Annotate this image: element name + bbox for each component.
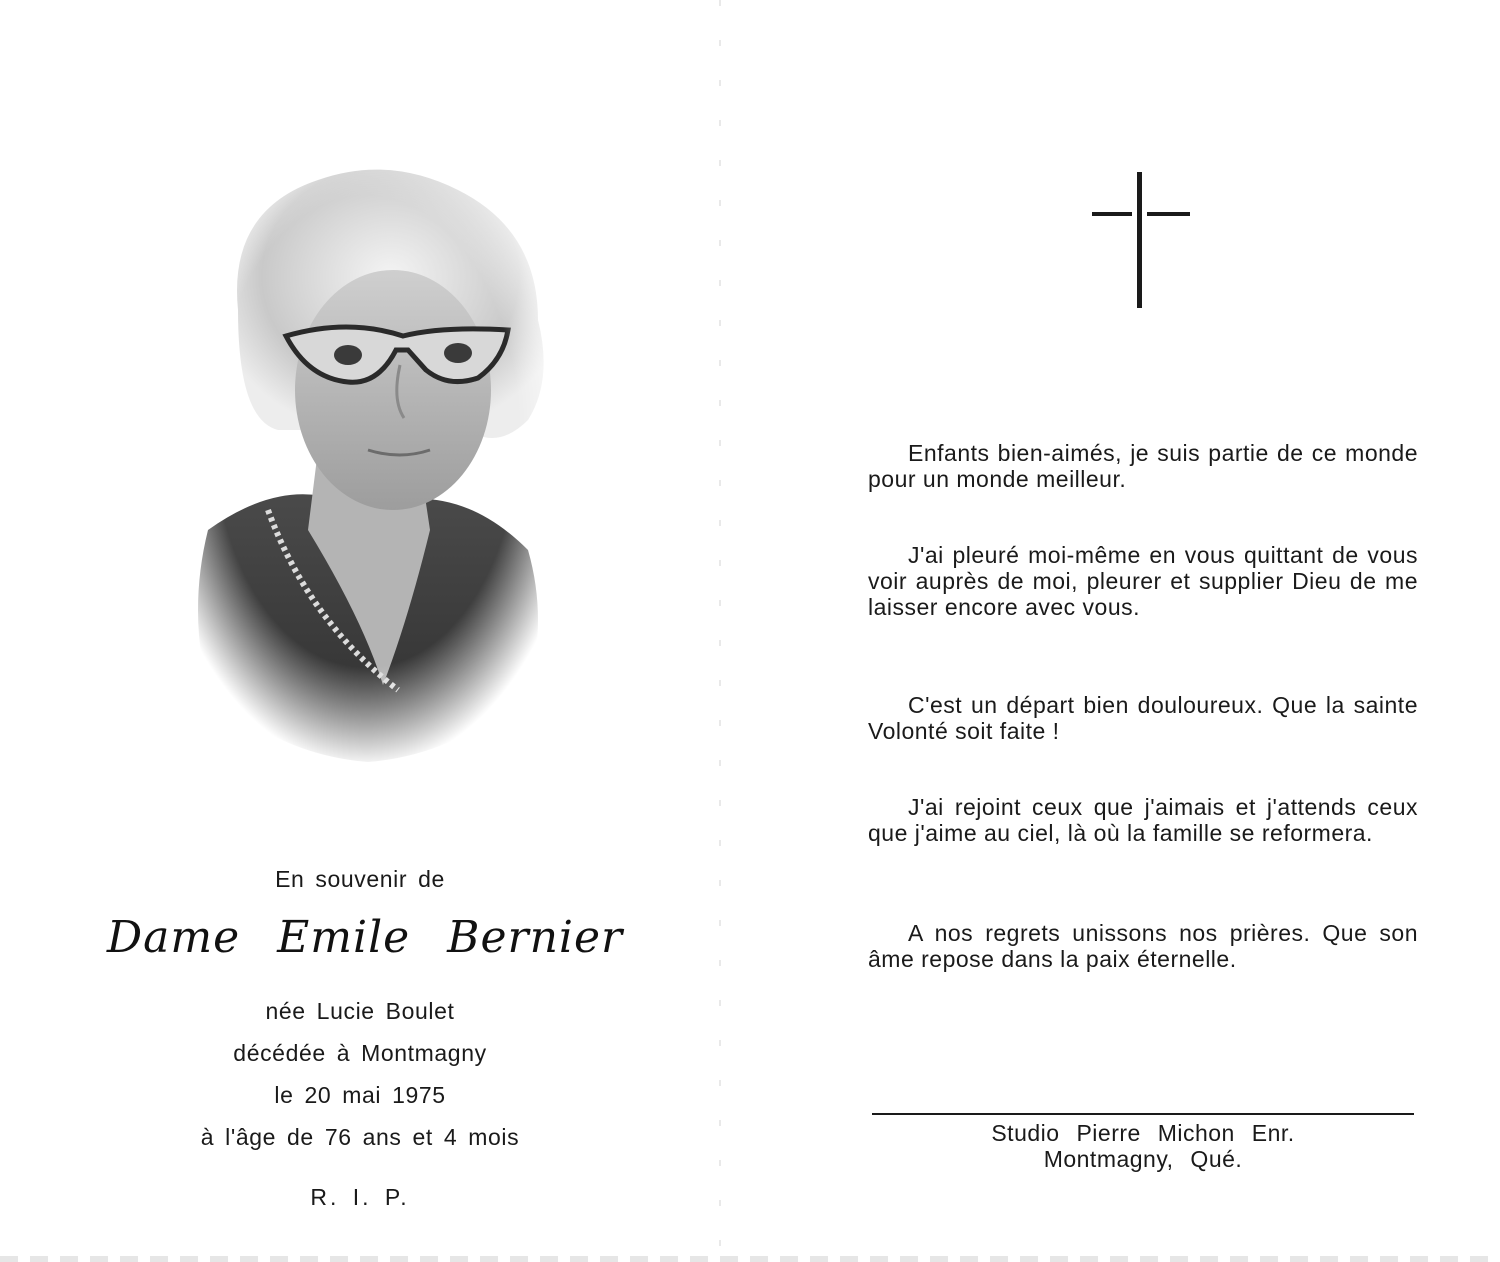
studio-city: Montmagny, Qué. — [1043, 1146, 1243, 1172]
deceased-name: Dame Emile Bernier — [106, 912, 624, 963]
verse-4: J'ai rejoint ceux que j'aimais et j'attends ceux que j'aime au ciel, là où la famille se reformera. — [868, 794, 1418, 846]
age-at-death: à l'âge de 76 ans et 4 mois — [200, 1124, 520, 1150]
rip-text: R. I. P. — [310, 1184, 410, 1210]
verse-3: C'est un départ bien douloureux. Que la sainte Volonté soit faite ! — [868, 692, 1418, 744]
portrait-photo — [168, 150, 564, 762]
studio-name: Studio Pierre Michon Enr. — [991, 1120, 1295, 1146]
divider — [872, 1113, 1414, 1115]
maiden-name: née Lucie Boulet — [265, 998, 455, 1024]
verse-5: A nos regrets unissons nos prières. Que son âme repose dans la paix éternelle. — [868, 920, 1418, 972]
place-of-death: décédée à Montmagny — [233, 1040, 487, 1066]
verse-1: Enfants bien-aimés, je suis partie de ce monde pour un monde meilleur. — [868, 440, 1418, 492]
memory-intro: En souvenir de — [275, 866, 445, 892]
verse-2: J'ai pleuré moi-même en vous quittant de vous voir auprès de moi, pleurer et supplier Dieu de me laisser encore avec vous. — [868, 542, 1418, 620]
latin-cross-icon — [1092, 172, 1190, 308]
fold-line — [719, 0, 721, 1262]
date-of-death: le 20 mai 1975 — [274, 1082, 446, 1108]
card-edge — [0, 1256, 1500, 1262]
